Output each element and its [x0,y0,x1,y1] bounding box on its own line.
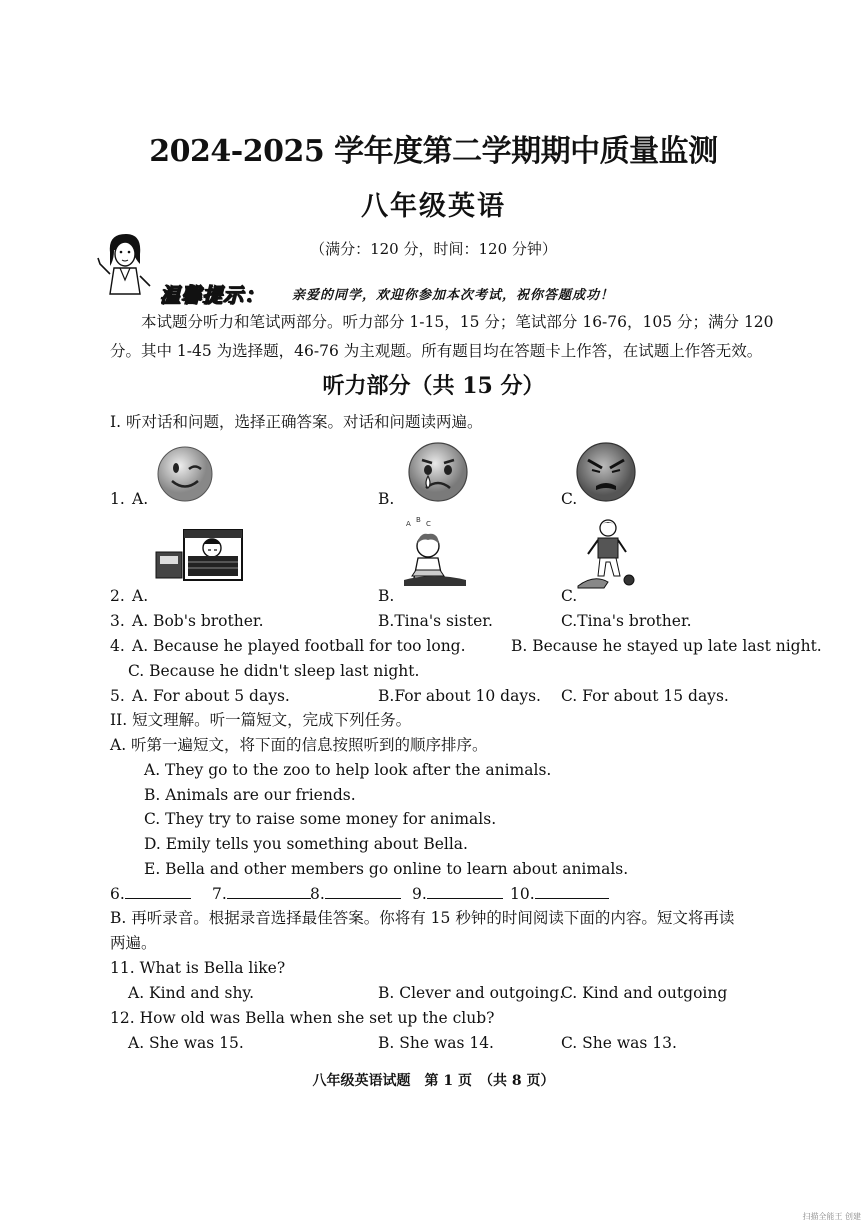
taskB-title: B. 再听录音。根据录音选择最佳答案。你将有 15 秒钟的时间阅读下面的内容。短文将再读 [110,909,735,927]
q5-number: 5. [110,687,125,705]
taskA-item: E. Bella and other members go online to learn about animals. [144,860,629,878]
q2-option-c: C. [561,587,578,605]
answer-blank-9[interactable]: 9. [412,884,503,904]
tip-text: 亲爱的同学，欢迎你参加本次考试，祝你答题成功！ [292,288,615,303]
q5-option-b: B.For about 10 days. [378,687,541,705]
q1-number: 1. [110,490,125,508]
q4-number: 4. [110,637,125,655]
svg-text:B: B [416,516,421,524]
q3-option-c: C.Tina's brother. [561,612,692,630]
listening-section-title: 听力部分（共 15 分） [322,373,545,399]
q3-number: 3. [110,612,125,630]
q12-question: 12. How old was Bella when she set up the club? [110,1009,495,1027]
answer-blank-8[interactable]: 8. [310,884,401,904]
taskB-title-cont: 两遍。 [110,934,157,952]
taskA-item: C. They try to raise some money for animals. [144,810,497,828]
answer-blank-6[interactable]: 6. [110,884,191,904]
q3-option-b: B.Tina's sister. [378,612,493,630]
q5-option-c: C. For about 15 days. [561,687,729,705]
intro-paragraph: 本试题分听力和笔试两部分。听力部分 1-15，15 分；笔试部分 16-76，105 分；满分 120 分。其中 1-45 为选择题，46-76 为主观题。所有题目均在答题卡上作答，在试题上作答无效。 [110,313,774,360]
q1-option-c: C. [561,490,578,508]
boy-football-icon [574,518,638,590]
svg-text:A: A [406,520,411,528]
q4-option-b: B. Because he stayed up late last night. [511,637,822,655]
taskA-item: B. Animals are our friends. [144,786,356,804]
q2-option-b: B. [378,587,395,605]
q12-option-b: B. She was 14. [378,1034,494,1052]
q1-option-b: B. [378,490,395,508]
q12-option-c: C. She was 13. [561,1034,677,1052]
q11-option-c: C. Kind and outgoing [561,984,728,1002]
exam-subtitle: 八年级英语 [361,191,506,222]
taskA-item: D. Emily tells you something about Bella. [144,835,468,853]
answer-blank-7[interactable]: 7. [212,884,311,904]
q2-option-a: A. [132,587,149,605]
taskA-item: A. They go to the zoo to help look after the animals. [144,761,552,779]
tip-label: 温馨提示： [160,283,265,307]
scanner-watermark: 扫描全能王 创建 [802,1212,861,1221]
part2-title: II. 短文理解。听一篇短文，完成下列任务。 [110,711,412,729]
boy-studying-icon [398,516,470,590]
taskA-title: A. 听第一遍短文，将下面的信息按照听到的顺序排序。 [110,736,488,754]
q4-option-a: A. Because he played football for too long. [132,637,466,655]
answer-blank-10[interactable]: 10. [510,884,609,904]
q11-option-a: A. Kind and shy. [128,984,255,1002]
q2-number: 2. [110,587,125,605]
q11-option-b: B. Clever and outgoing. [378,984,565,1002]
q12-option-a: A. She was 15. [128,1034,244,1052]
winking-face-icon [155,444,215,504]
q3-option-a: A. Bob's brother. [132,612,264,630]
angry-face-icon [574,440,638,504]
q4-option-c: C. Because he didn't sleep last night. [128,662,420,680]
q5-option-a: A. For about 5 days. [132,687,290,705]
page-footer: 八年级英语试题 第 1 页 （共 8 页） [312,1073,555,1089]
svg-text:C: C [426,520,431,528]
q11-question: 11. What is Bella like? [110,959,286,977]
exam-title: 2024-2025 学年度第二学期期中质量监测 [149,134,718,169]
score-info: （满分：120 分，时间：120 分钟） [310,240,557,258]
sleeping-in-bed-icon [156,526,246,584]
crying-face-icon [406,440,470,504]
part1-title: I. 听对话和问题，选择正确答案。对话和问题读两遍。 [110,413,483,431]
q1-option-a: A. [132,490,149,508]
